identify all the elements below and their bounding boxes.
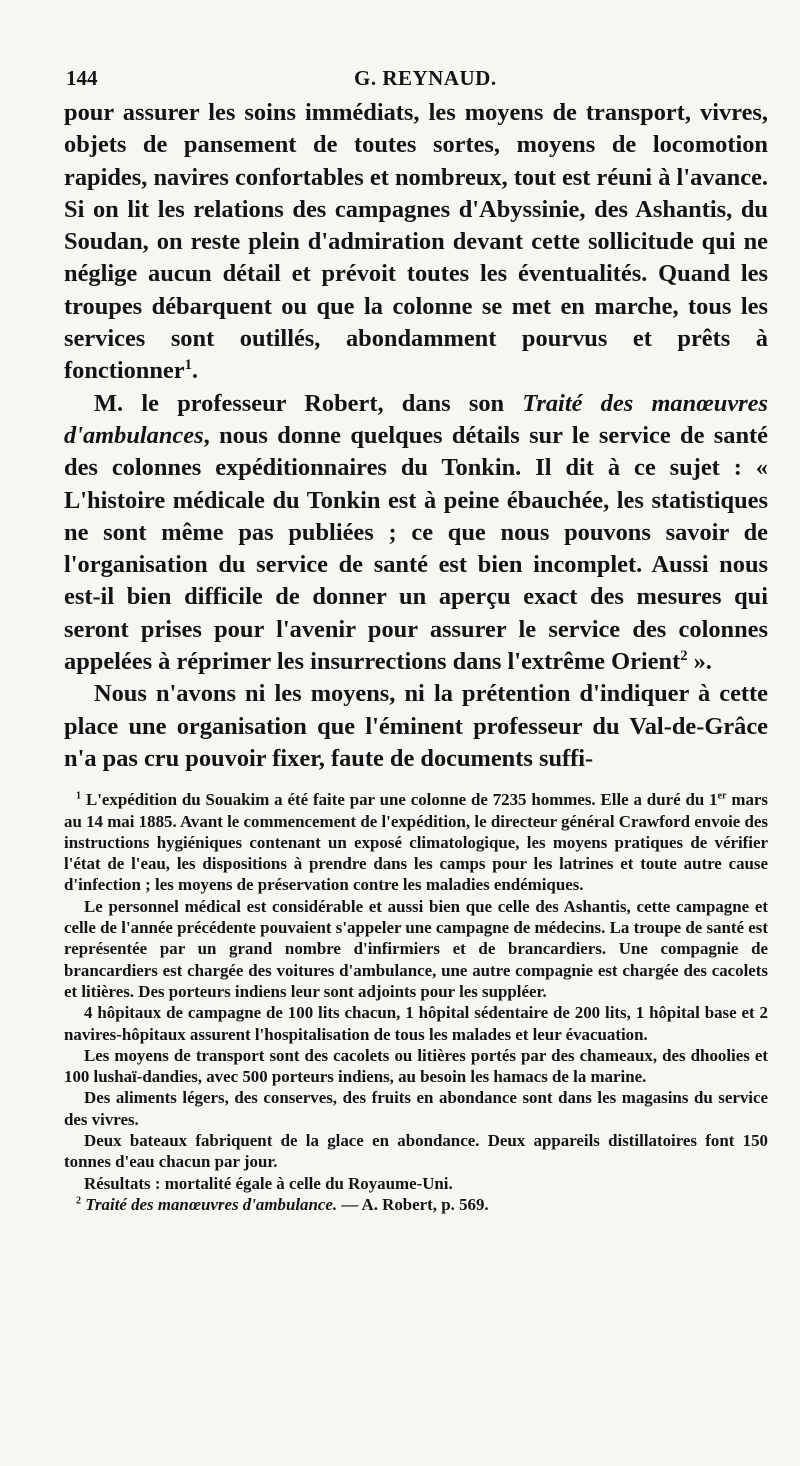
paragraph-3: Nous n'avons ni les moyens, ni la prétention d'indiquer à cette place une organisation que l'éminent professeur du Val-de-Grâce n'a pas cru pouvoir fixer, faute de documents suffi- <box>64 680 768 772</box>
page-number: 144 <box>66 66 98 90</box>
footnotes <box>64 789 768 1215</box>
book-title-ref: Traité des manœuvres d'ambulances <box>64 389 768 449</box>
footnote-1-marker: 1 <box>76 790 82 802</box>
paragraph-2-text-a: M. le professeur Robert, dans son <box>94 389 523 417</box>
footnote-paragraph: Résultats : mortalité égale à celle du Royaume-Uni. <box>84 1173 453 1193</box>
footnote-paragraph: Des aliments légers, des conserves, des fruits en abondance sont dans les magasins du service des vivres. <box>64 1088 768 1129</box>
footnote-paragraph: 4 hôpitaux de campagne de 100 lits chacun, 1 hôpital sédentaire de 200 lits, 1 hôpital base et 2 navires-hôpitaux assurent l'hospitalisation de tous les malades et leur évacuation. <box>64 1003 768 1044</box>
footnote-1 <box>64 789 768 895</box>
footnote-1-ordinal: er <box>717 790 727 802</box>
running-header <box>64 60 768 94</box>
paragraph-1 <box>64 97 768 388</box>
paragraph-2-text-b: , nous donne quelques détails sur le service de santé des colonnes expéditionnaires du Tonkin. Il dit à ce sujet : « L'histoire médicale du Tonkin est à peine ébauchée, les statistiques ne sont même pas publiées ; ce que nous pouvons savoir de l'organisation du service de santé est bien incomplet. Aussi nous est-il bien difficile de donner un aperçu exact des mesures qui seront prises pour l'avenir pour assurer le service des colonnes appelées à réprimer les insurrections dans l'extrême Orient <box>64 421 768 676</box>
footnote-2-title: Traité des manœuvres d'ambulance. <box>85 1194 338 1214</box>
paragraph-1-text: pour assurer les soins immédiats, les moyens de transport, vivres, objets de pansement de toutes sortes, moyens de locomotion rapides, navires confortables et nombreux, tout est réuni à l'avance. Si on lit les relations des campagnes d'Abyssinie, des Ashantis, du Soudan, on reste plein d'admiration devant cette sollicitude qui ne néglige aucun détail et prévoit toutes les éventualités. Quand les troupes débarquent ou que la colonne se met en marche, tous les services sont outillés, abondamment pourvus et prêts à fonctionner <box>64 99 768 385</box>
footnote-paragraph: Deux bateaux fabriquent de la glace en abondance. Deux appareils distillatoires font 150 tonnes d'eau chacun par jour. <box>64 1130 768 1172</box>
footnote-2-text: — A. Robert, p. 569. <box>337 1194 489 1214</box>
running-head-author: G. REYNAUD. <box>354 66 497 90</box>
main-text <box>64 97 768 775</box>
footnote-ref-2: 2 <box>680 647 688 664</box>
footnote-2 <box>64 1194 768 1215</box>
paragraph-2-end: ». <box>687 648 712 676</box>
footnote-1-text-b: mars au 14 mai 1885. Avant le commencement de l'expédition, le directeur général Crawford envoie des instructions hygiéniques contenant un exposé climatologique, les moyens pratiques de vérifier l'état de l'eau, les dispositions à prendre dans les camps pour les latrines et toute autre cause d'infection ; les moyens de préservation contre les maladies endémiques. <box>64 790 768 895</box>
paragraph-2 <box>64 388 768 679</box>
footnote-ref-1: 1 <box>184 357 192 374</box>
footnote-paragraph: Les moyens de transport sont des cacolets ou litières portés par des chameaux, des dhoolies et 100 lushaï-dandies, avec 500 porteurs indiens, au besoin les hamacs de la marine. <box>64 1045 768 1087</box>
footnote-paragraph: Le personnel médical est considérable et aussi bien que celle des Ashantis, cette campagne et celle de l'année précédente pouvaient s'appeler une campagne de médecins. La troupe de santé est représentée par un grand nombre d'infirmiers et de brancardiers. Une compagnie de brancardiers est chargée des voitures d'ambulance, une autre compagnie est chargée des cacolets et litières. Des porteurs indiens leur sont adjoints pour les suppléer. <box>64 896 768 1001</box>
footnote-2-marker: 2 <box>76 1195 82 1207</box>
footnote-1-text-a: L'expédition du Souakim a été faite par une colonne de 7235 hommes. Elle a duré du 1 <box>85 790 718 810</box>
paragraph-1-end: . <box>191 357 199 385</box>
